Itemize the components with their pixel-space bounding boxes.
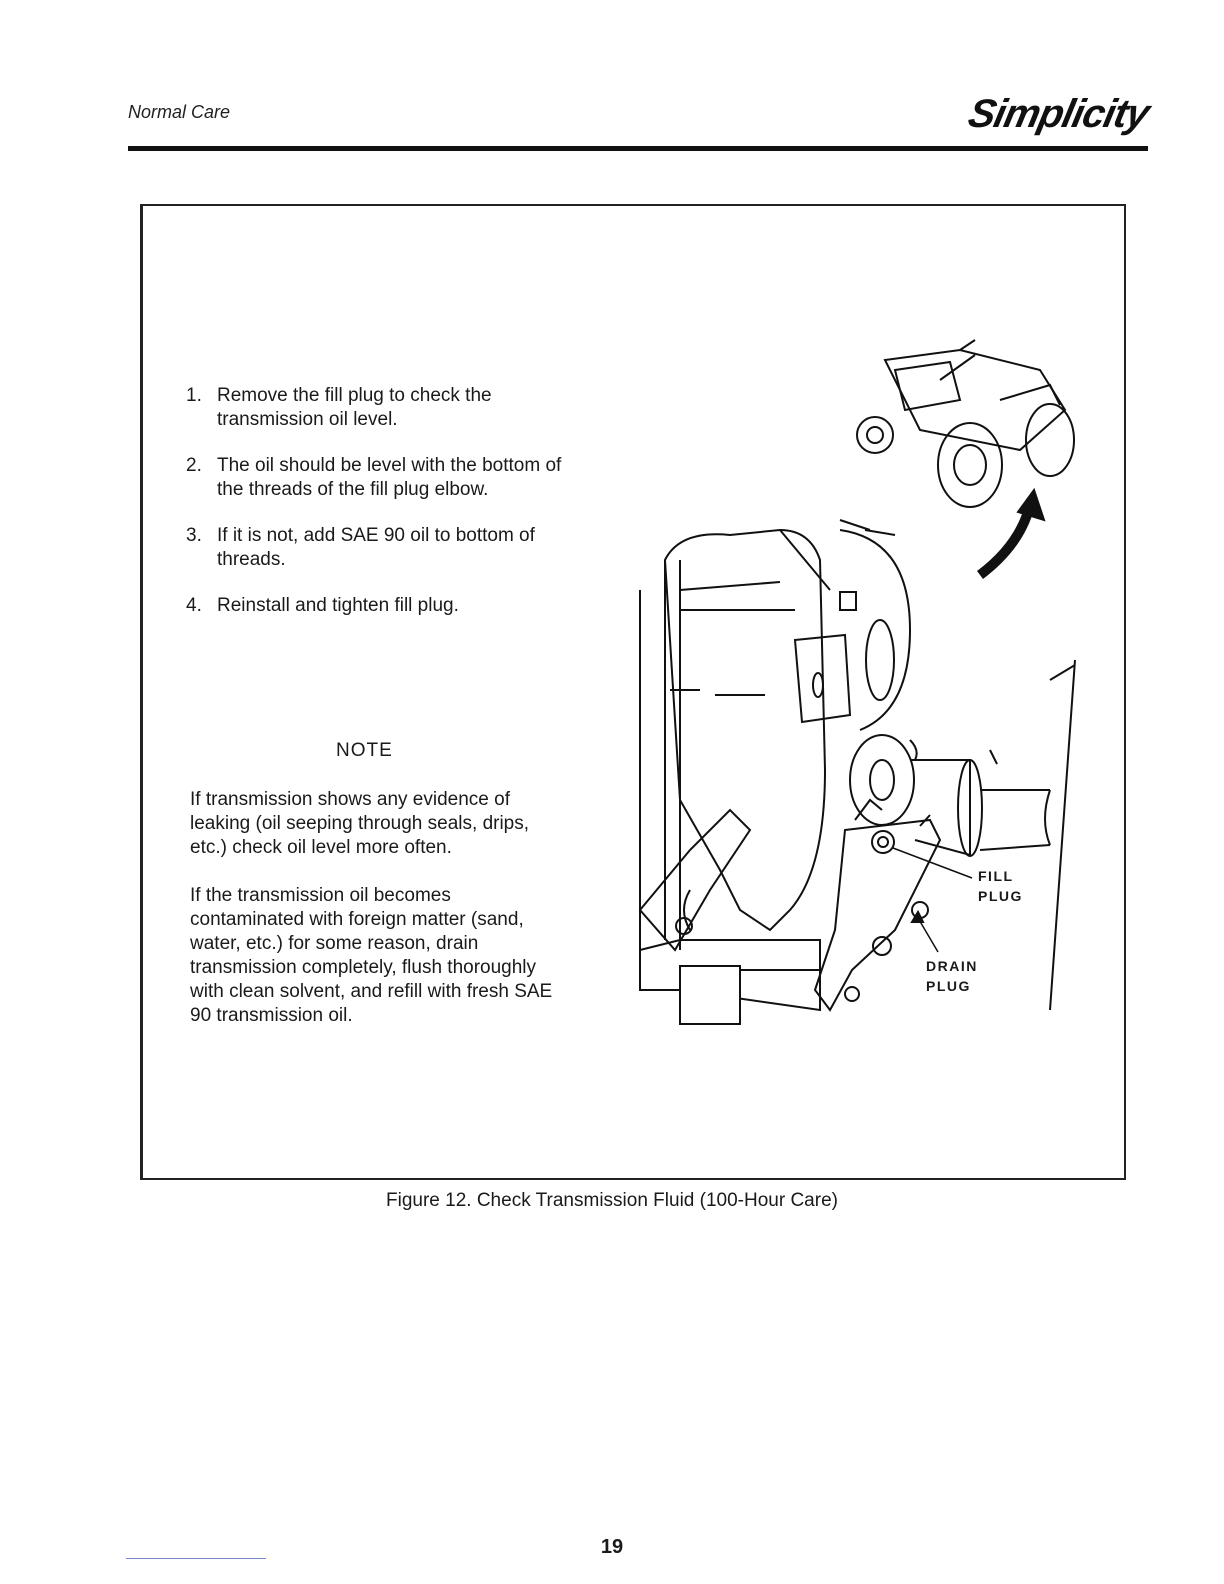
step-item: 3. If it is not, add SAE 90 oil to bottom of threads. bbox=[186, 525, 535, 570]
step-text: The oil should be level with the bottom of the threads of the fill plug elbow. bbox=[217, 455, 562, 500]
transmission-illustration bbox=[620, 330, 1120, 1050]
step-item: 2. The oil should be level with the bottom of the threads of the fill plug elbow. bbox=[186, 455, 562, 500]
note-paragraph: If transmission shows any evidence of leaking (oil seeping through seals, drips, etc.) check oil level more often. bbox=[190, 789, 530, 858]
header-rule bbox=[128, 146, 1148, 151]
instruction-steps bbox=[186, 384, 566, 640]
brand-logo: Simplicity bbox=[964, 92, 1153, 136]
tractor-inset-icon bbox=[857, 340, 1074, 507]
step-item: 1. Remove the fill plug to check the transmission oil level. bbox=[186, 385, 492, 430]
section-title: Normal Care bbox=[128, 102, 231, 122]
note-paragraph: If the transmission oil becomes contaminated with foreign matter (sand, water, etc.) for some reason, drain transmission completely, flush thoroughly with clean solvent, and refill with fresh SAE 90 transmission oil. bbox=[190, 885, 553, 1026]
step-item: 4. Reinstall and tighten fill plug. bbox=[186, 595, 459, 616]
step-text: If it is not, add SAE 90 oil to bottom of threads. bbox=[217, 525, 535, 570]
step-text: Reinstall and tighten fill plug. bbox=[217, 595, 459, 616]
footnote-divider bbox=[126, 1558, 266, 1559]
fill-plug-label: FILL PLUG bbox=[978, 868, 1023, 904]
note-heading: NOTE bbox=[336, 740, 393, 761]
drain-plug-label: DRAIN PLUG bbox=[926, 958, 978, 994]
figure-caption: Figure 12. Check Transmission Fluid (100-Hour Care) bbox=[386, 1190, 838, 1211]
page-number: 19 bbox=[600, 1536, 624, 1558]
step-text: Remove the fill plug to check the transmission oil level. bbox=[217, 385, 492, 430]
